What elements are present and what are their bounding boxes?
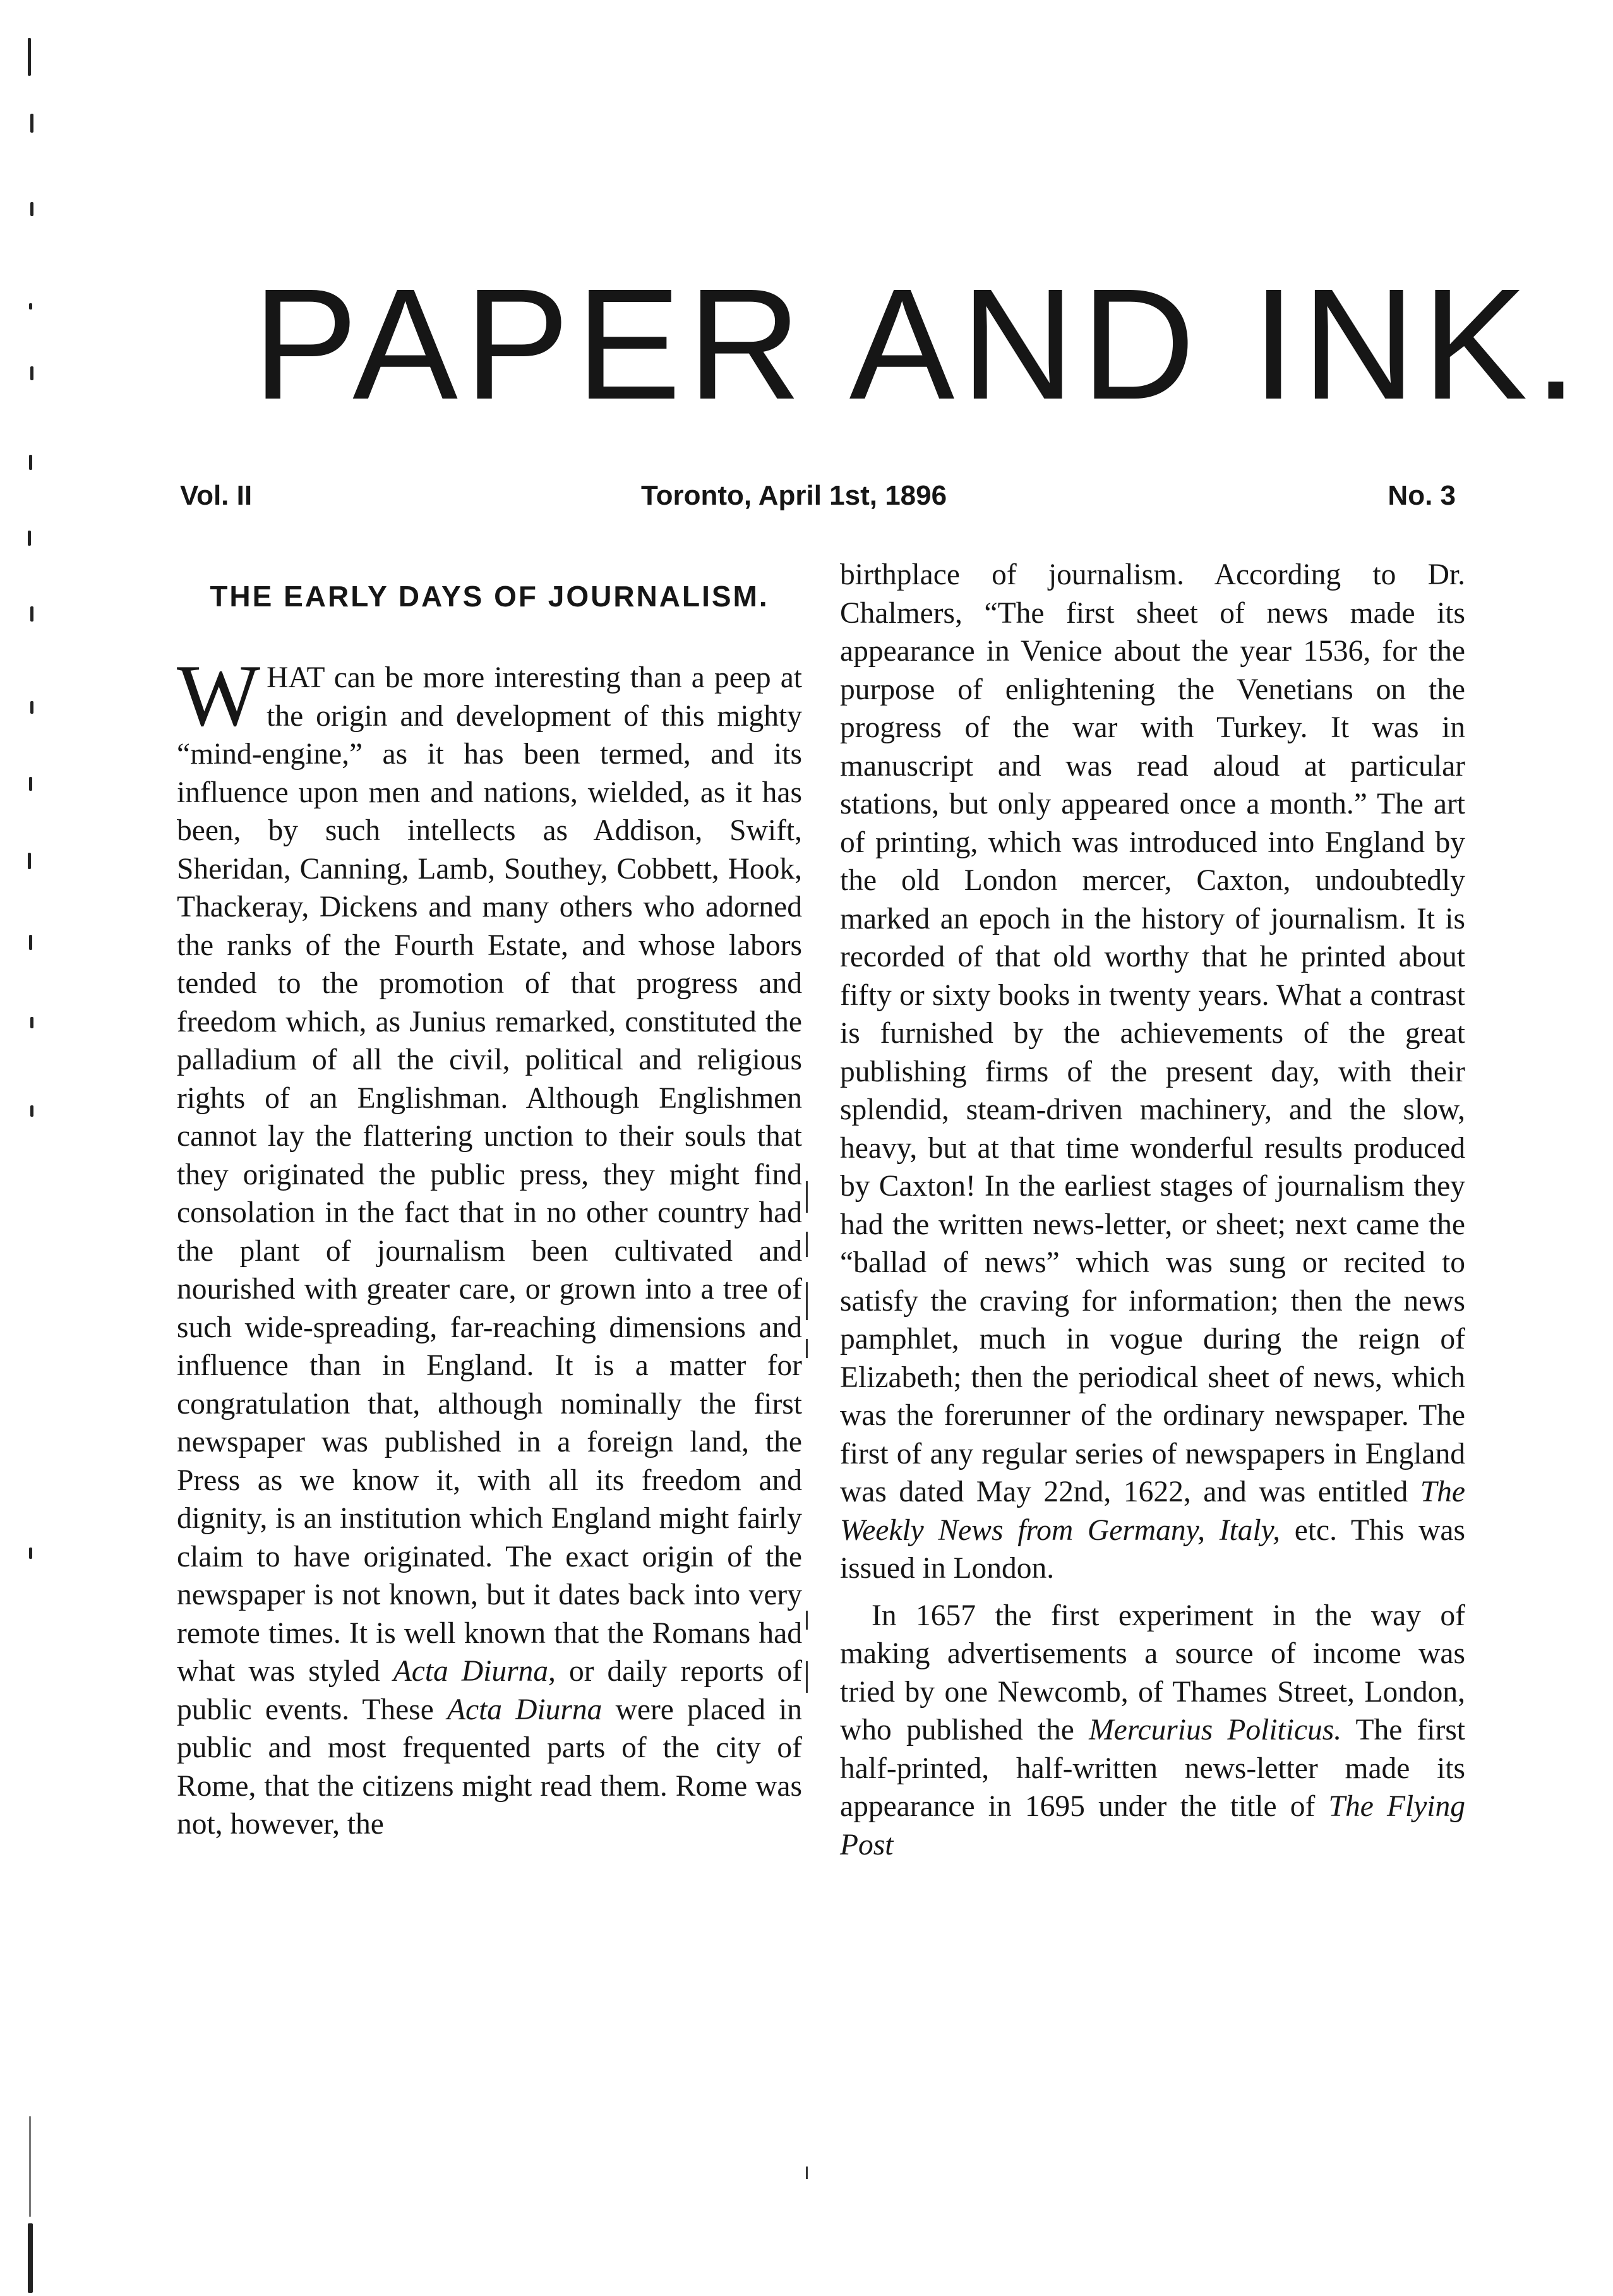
paragraph-text: etc. This was issued in London. bbox=[840, 1513, 1466, 1585]
volume-label: Vol. II bbox=[180, 480, 253, 511]
italic-title: The Flying Post bbox=[840, 1790, 1465, 1861]
paragraph-text: were placed in public and most frequented parts of the city of Rome, that the citizens might read them. Rome was not, however, the bbox=[177, 1693, 803, 1841]
paragraph-text: HAT can be more interesting than a peep at the origin and development of this mighty “mind-engine,” as it has been termed, and its influence upon men and nations, wielded, as it has been, by such intellects as Addison, Swift, Sheridan, Canning, Lamb, Southey, Cobbett, Hook, Thackeray, Dickens and many others who adorned the ranks of the Fourth Estate, and whose labors tended to the promotion of that progress and freedom which, as Junius remarked, constituted the palladium of all the civil, political and religious rights of an Englishman. Although Englishmen cannot lay the flattering unction to their souls that they originated the public press, they might find consolation in the fact that in no other country had the plant of journalism been cultivated and nourished with greater care, or grown into a tree of such wide-spreading, far-reaching dimensions and influence than in England. It is a matter for congratulation that, although nominally the first newspaper was published in a foreign land, the Press as we know it, with all its freedom and dignity, is an institution which England might fairly claim to have originated. The exact origin of the newspaper is not known, but it dates back into very remote times. It is well known that the Romans had what was styled bbox=[177, 661, 802, 1688]
article-title: THE EARLY DAYS OF JOURNALISM. bbox=[210, 580, 769, 613]
issue-line bbox=[180, 480, 1456, 524]
article-paragraph bbox=[177, 647, 803, 1844]
column-gutter-marks bbox=[806, 1181, 812, 2192]
issue-number: No. 3 bbox=[1388, 480, 1456, 511]
italic-title: Mercurius Politicus. bbox=[1089, 1714, 1342, 1746]
scan-margin-marks bbox=[19, 25, 57, 2274]
italic-title: The Weekly News from Germany, Italy, bbox=[840, 1476, 1466, 1547]
paragraph-text: In 1657 the first experiment in the way of making advertisements a source of income was tried by one Newcomb, of Thames Street, London, who published the bbox=[840, 1599, 1465, 1746]
italic-title: Acta Diurna bbox=[447, 1693, 603, 1726]
paragraph-text: The first half-printed, half-written news-letter made its appearance in 1695 under the title of bbox=[840, 1714, 1466, 1823]
article-paragraph bbox=[840, 556, 1465, 1588]
article-paragraph bbox=[840, 1597, 1465, 1865]
paragraph-text: birthplace of journalism. According to Dr. Chalmers, “The first sheet of news made its appearance in Venice about the year 1536, for the purpose of enlightening the Venetians on the progress of the war with Turkey. It was in manuscript and was read aloud at particular stations, but only appeared once a month.” The art of printing, which was introduced into England by the old London mercer, Caxton, undoubtedly marked an epoch in the history of journalism. It is recorded of that old worthy that he printed about fifty or sixty books in twenty years. What a contrast is furnished by the achievements of the great publishing firms of the present day, with their splendid, steam-driven machinery, and the slow, heavy, but at that time wonderful results produced by Caxton! In the earliest stages of journalism they had the written news-letter, or sheet; next came the “ballad of news” which was sung or recited to satisfy the craving for information; then the news pamphlet, much in vogue during the reign of Elizabeth; then the periodical sheet of news, which was the forerunner of the ordinary newspaper. The first of any regular series of newspapers in England was dated May 22nd, 1622, and was entitled bbox=[840, 558, 1465, 1508]
left-column bbox=[177, 578, 802, 1844]
masthead-title: PAPER AND INK. bbox=[253, 256, 1585, 432]
italic-title: Acta Diurna, bbox=[393, 1655, 556, 1688]
issue-date: Toronto, April 1st, 1896 bbox=[641, 480, 947, 511]
drop-cap: W bbox=[177, 647, 261, 745]
paragraph-text: or daily reports of public events. These bbox=[177, 1655, 803, 1726]
right-column bbox=[840, 556, 1465, 1864]
